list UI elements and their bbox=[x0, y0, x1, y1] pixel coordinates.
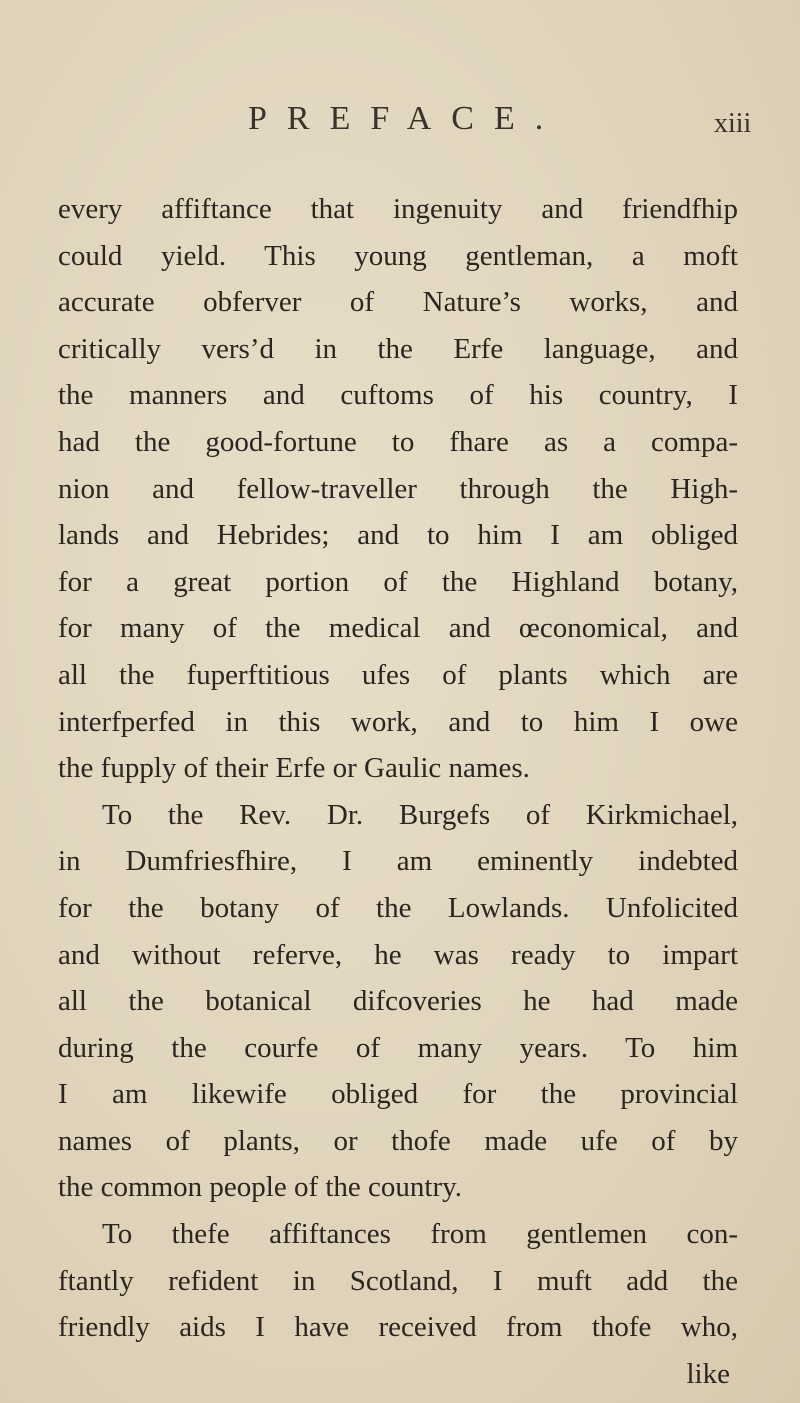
text-line: friendly aids I have received from thofe who, bbox=[58, 1311, 738, 1344]
text-line: the manners and cuftoms of his country, I bbox=[58, 379, 738, 412]
text-line: the fupply of their Erfe or Gaulic names. bbox=[58, 752, 530, 785]
text-line: To the Rev. Dr. Burgefs of Kirkmichael, bbox=[102, 798, 738, 831]
text-line: ftantly refident in Scotland, I muft add the bbox=[58, 1264, 738, 1297]
text-line: all the fuperftitious ufes of plants which are bbox=[58, 658, 738, 691]
text-line: accurate obferver of Nature’s works, and bbox=[58, 286, 738, 319]
text-line: had the good-fortune to fhare as a compa- bbox=[58, 425, 738, 458]
page-header bbox=[0, 100, 800, 150]
text-line: nion and fellow-traveller through the High- bbox=[58, 472, 738, 505]
text-line: and without referve, he was ready to impart bbox=[58, 938, 738, 971]
running-head: PREFACE. bbox=[248, 100, 564, 137]
text-line: for many of the medical and œconomical, and bbox=[58, 612, 738, 645]
text-line: names of plants, or thofe made ufe of by bbox=[58, 1124, 738, 1157]
catchword: like bbox=[686, 1357, 730, 1390]
text-line: lands and Hebrides; and to him I am obliged bbox=[58, 519, 738, 552]
text-line: the common people of the country. bbox=[58, 1171, 463, 1204]
page-number: xiii bbox=[714, 108, 752, 139]
text-line: interfperfed in this work, and to him I owe bbox=[58, 705, 738, 738]
text-line: all the botanical difcoveries he had made bbox=[58, 985, 738, 1018]
text-line: I am likewife obliged for the provincial bbox=[58, 1078, 738, 1111]
text-line: for a great portion of the Highland botany, bbox=[58, 565, 738, 598]
text-line: critically vers’d in the Erfe language, and bbox=[58, 332, 738, 365]
text-line: every affiftance that ingenuity and friendfhip bbox=[58, 193, 738, 225]
text-line: To thefe affiftances from gentlemen con- bbox=[102, 1218, 738, 1251]
text-line: during the courfe of many years. To him bbox=[58, 1031, 738, 1064]
text-line: for the botany of the Lowlands. Unfolicited bbox=[58, 891, 738, 924]
body-text bbox=[58, 186, 738, 1397]
text-line: could yield. This young gentleman, a moft bbox=[58, 239, 738, 272]
text-line: in Dumfriesfhire, I am eminently indebted bbox=[58, 845, 738, 878]
